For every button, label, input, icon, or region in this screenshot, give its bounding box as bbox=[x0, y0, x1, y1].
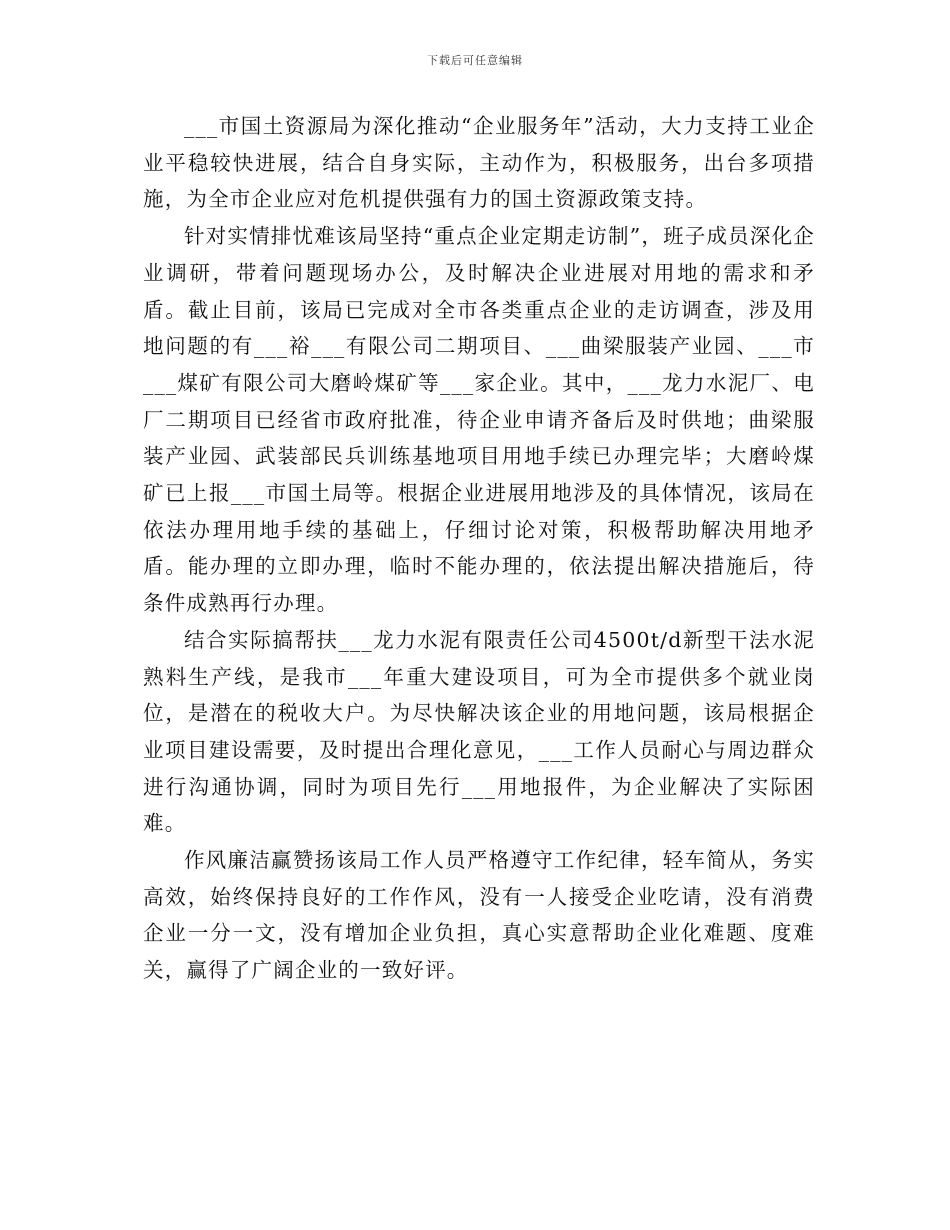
document-body bbox=[143, 108, 815, 989]
paragraph-3: 结合实际搞帮扶___龙力水泥有限责任公司4500t/d新型干法水泥熟料生产线，是我市___年重大建设项目，可为全市提供多个就业岗位，是潜在的税收大户。为尽快解决该企业的用地问题，该局根据企业项目建设需要，及时提出合理化意见，___工作人员耐心与周边群众进行沟通协调，同时为项目先行___用地报件，为企业解决了实际困难。 bbox=[143, 627, 815, 836]
paragraph-1: ___市国土资源局为深化推动“企业服务年”活动，大力支持工业企业平稳较快进展，结合自身实际，主动作为，积极服务，出台多项措施，为全市企业应对危机提供强有力的国土资源政策支持。 bbox=[143, 114, 815, 212]
page-header-note: 下载后可任意编辑 bbox=[427, 54, 523, 67]
paragraph-2: 针对实情排忧难该局坚持“重点企业定期走访制”，班子成员深化企业调研，带着问题现场办公，及时解决企业进展对用地的需求和矛盾。截止目前，该局已完成对全市各类重点企业的走访调查，涉及用地问题的有___裕___有限公司二期项目、___曲梁服装产业园、___市___煤矿有限公司大磨岭煤矿等___家企业。其中，___龙力水泥厂、电厂二期项目已经省市政府批准，待企业申请齐备后及时供地；曲梁服装产业园、武装部民兵训练基地项目用地手续已办理完毕；大磨岭煤矿已上报___市国土局等。根据企业进展用地涉及的具体情况，该局在依法办理用地手续的基础上，仔细讨论对策，积极帮助解决用地矛盾。能办理的立即办理，临时不能办理的，依法提出解决措施后，待条件成熟再行办理。 bbox=[143, 224, 815, 616]
paragraph-4: 作风廉洁赢赞扬该局工作人员严格遵守工作纪律，轻车简从，务实高效，始终保持良好的工作作风，没有一人接受企业吃请，没有消费企业一分一文，没有增加企业负担，真心实意帮助企业化难题、度难关，赢得了广阔企业的一致好评。 bbox=[143, 848, 815, 983]
